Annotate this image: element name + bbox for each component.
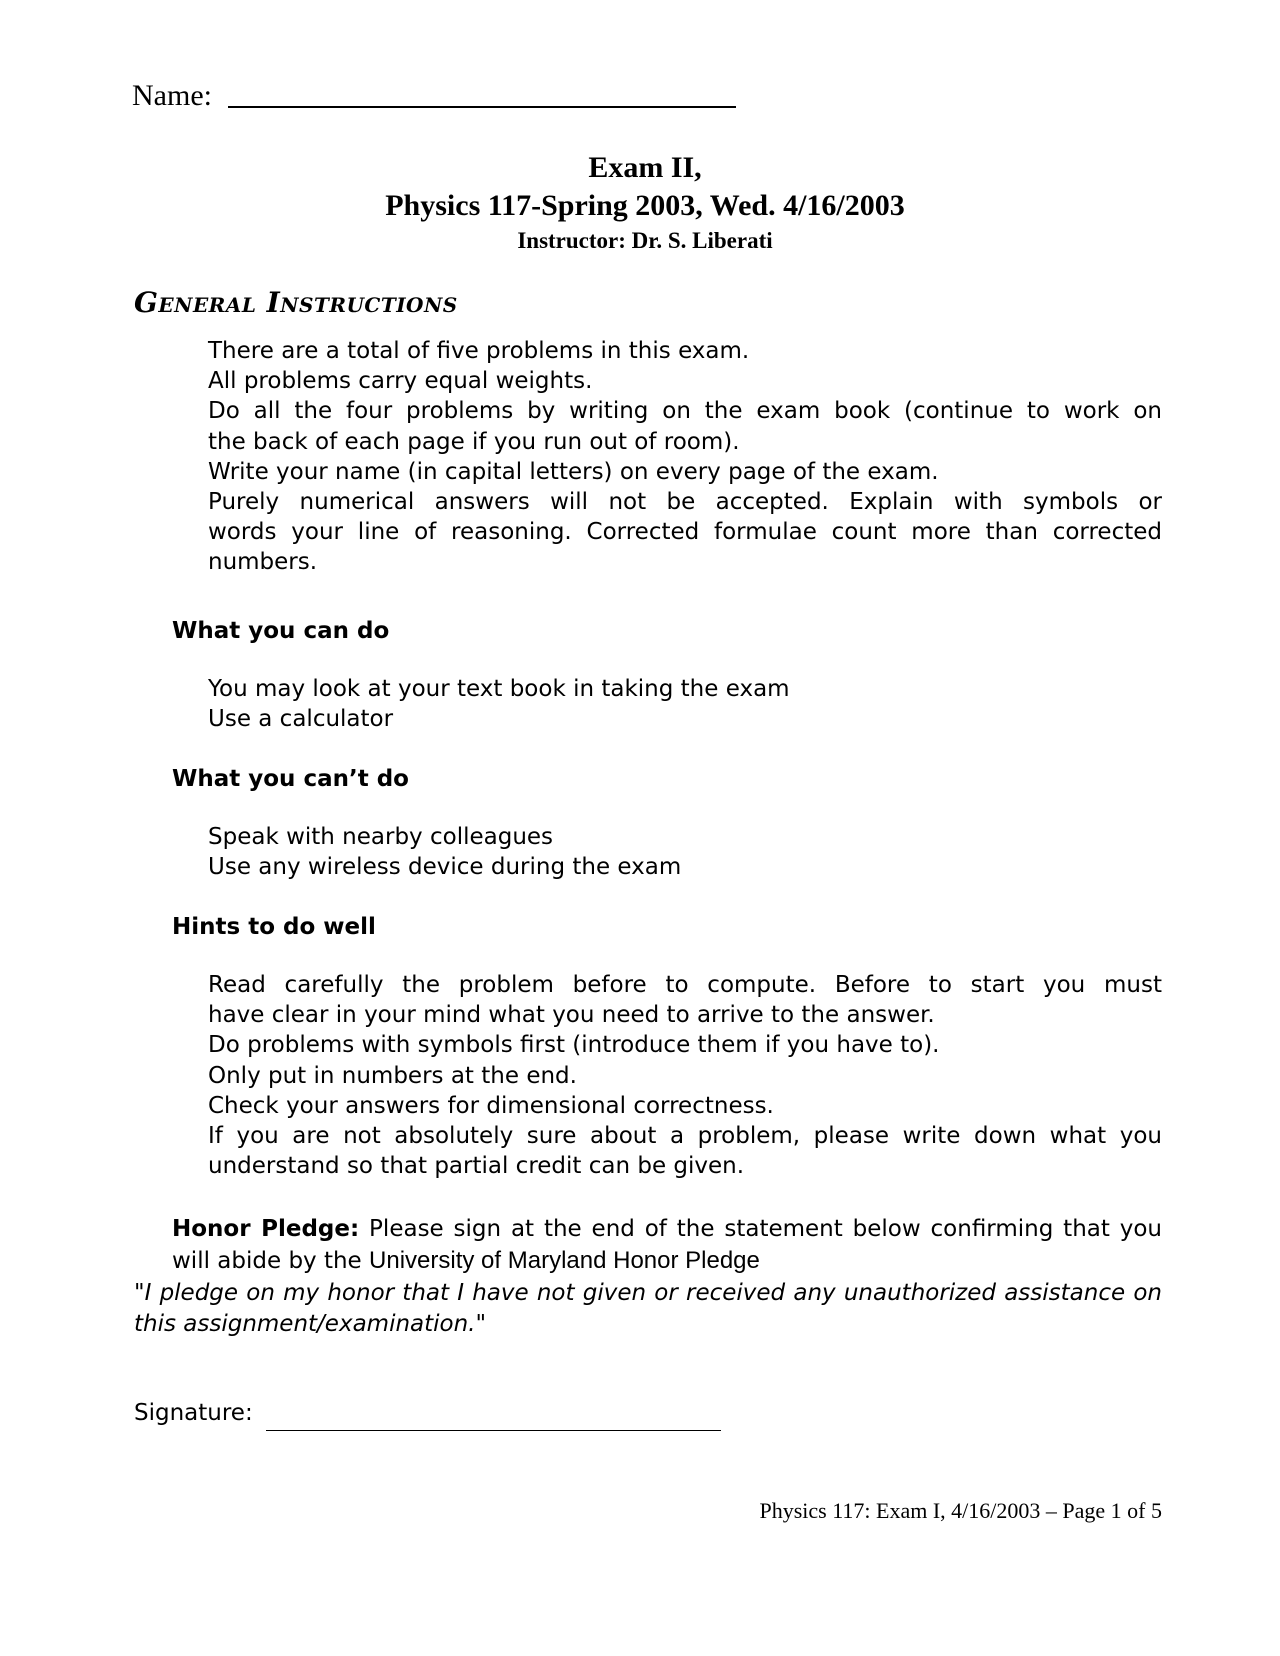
instruction-line: Purely numerical answers will not be accepted. Explain with symbols or [208,489,1162,516]
hint-line: Only put in numbers at the end. [208,1062,577,1089]
hints-list [208,970,1162,1181]
general-instructions-list [208,336,1162,578]
name-field-line[interactable] [228,106,736,108]
exam-title: Exam II, [588,151,702,184]
cant-do-item: Use any wireless device during the exam [208,854,682,881]
honor-pledge-text: Please sign at the end of the statement below confirming that you will abide by the [172,1216,1163,1274]
instruction-line: There are a total of five problems in this exam. [208,338,750,364]
name-label: Name: [132,79,212,112]
hint-line: Read carefully the problem before to compute. Before to start you must [208,972,1162,998]
hint-line: have clear in your mind what you need to arrive to the answer. [208,1002,935,1029]
can-do-item: Use a calculator [208,706,394,733]
cant-do-heading: What you can’t do [172,766,409,792]
course-title: Physics 117-Spring 2003, Wed. 4/16/2003 [385,189,905,222]
honor-pledge-label: Honor Pledge: [172,1216,360,1242]
hints-heading: Hints to do well [172,914,376,940]
signature-field-line[interactable] [266,1430,721,1431]
can-do-list [208,674,1162,734]
page-footer: Physics 117: Exam I, 4/16/2003 – Page 1 of 5 [759,1498,1162,1523]
hint-line: Do problems with symbols first (introduce them if you have to). [208,1032,940,1059]
general-instructions-heading: General Instructions [134,286,458,319]
instruction-line: words your line of reasoning. Corrected formulae count more than corrected [208,519,1162,546]
title-block [0,150,1280,256]
cant-do-item: Speak with nearby colleagues [208,824,554,850]
can-do-heading: What you can do [172,618,390,644]
hint-line: If you are not absolutely sure about a problem, please write down what you [208,1123,1162,1150]
honor-pledge-paragraph [172,1214,1162,1277]
instructor-line: Instructor: Dr. S. Liberati [517,228,773,253]
instruction-line: the back of each page if you run out of room). [208,428,740,455]
signature-label: Signature: [134,1400,253,1426]
instruction-line: numbers. [208,549,318,576]
instruction-line: Do all the four problems by writing on the exam book (continue to work on [208,398,1162,425]
hint-line: Check your answers for dimensional correctness. [208,1092,774,1119]
instruction-line: All problems carry equal weights. [208,368,593,395]
honor-pledge-quote: "I pledge on my honor that I have not given or received any unauthorized assistance on this assignment/examination." [134,1280,1162,1337]
cant-do-list [208,822,1162,882]
honor-pledge-university: University of Maryland Honor Pledge [369,1247,760,1274]
hint-line: understand so that partial credit can be given. [208,1153,745,1180]
can-do-item: You may look at your text book in taking the exam [208,676,790,702]
instruction-line: Write your name (in capital letters) on every page of the exam. [208,458,939,485]
